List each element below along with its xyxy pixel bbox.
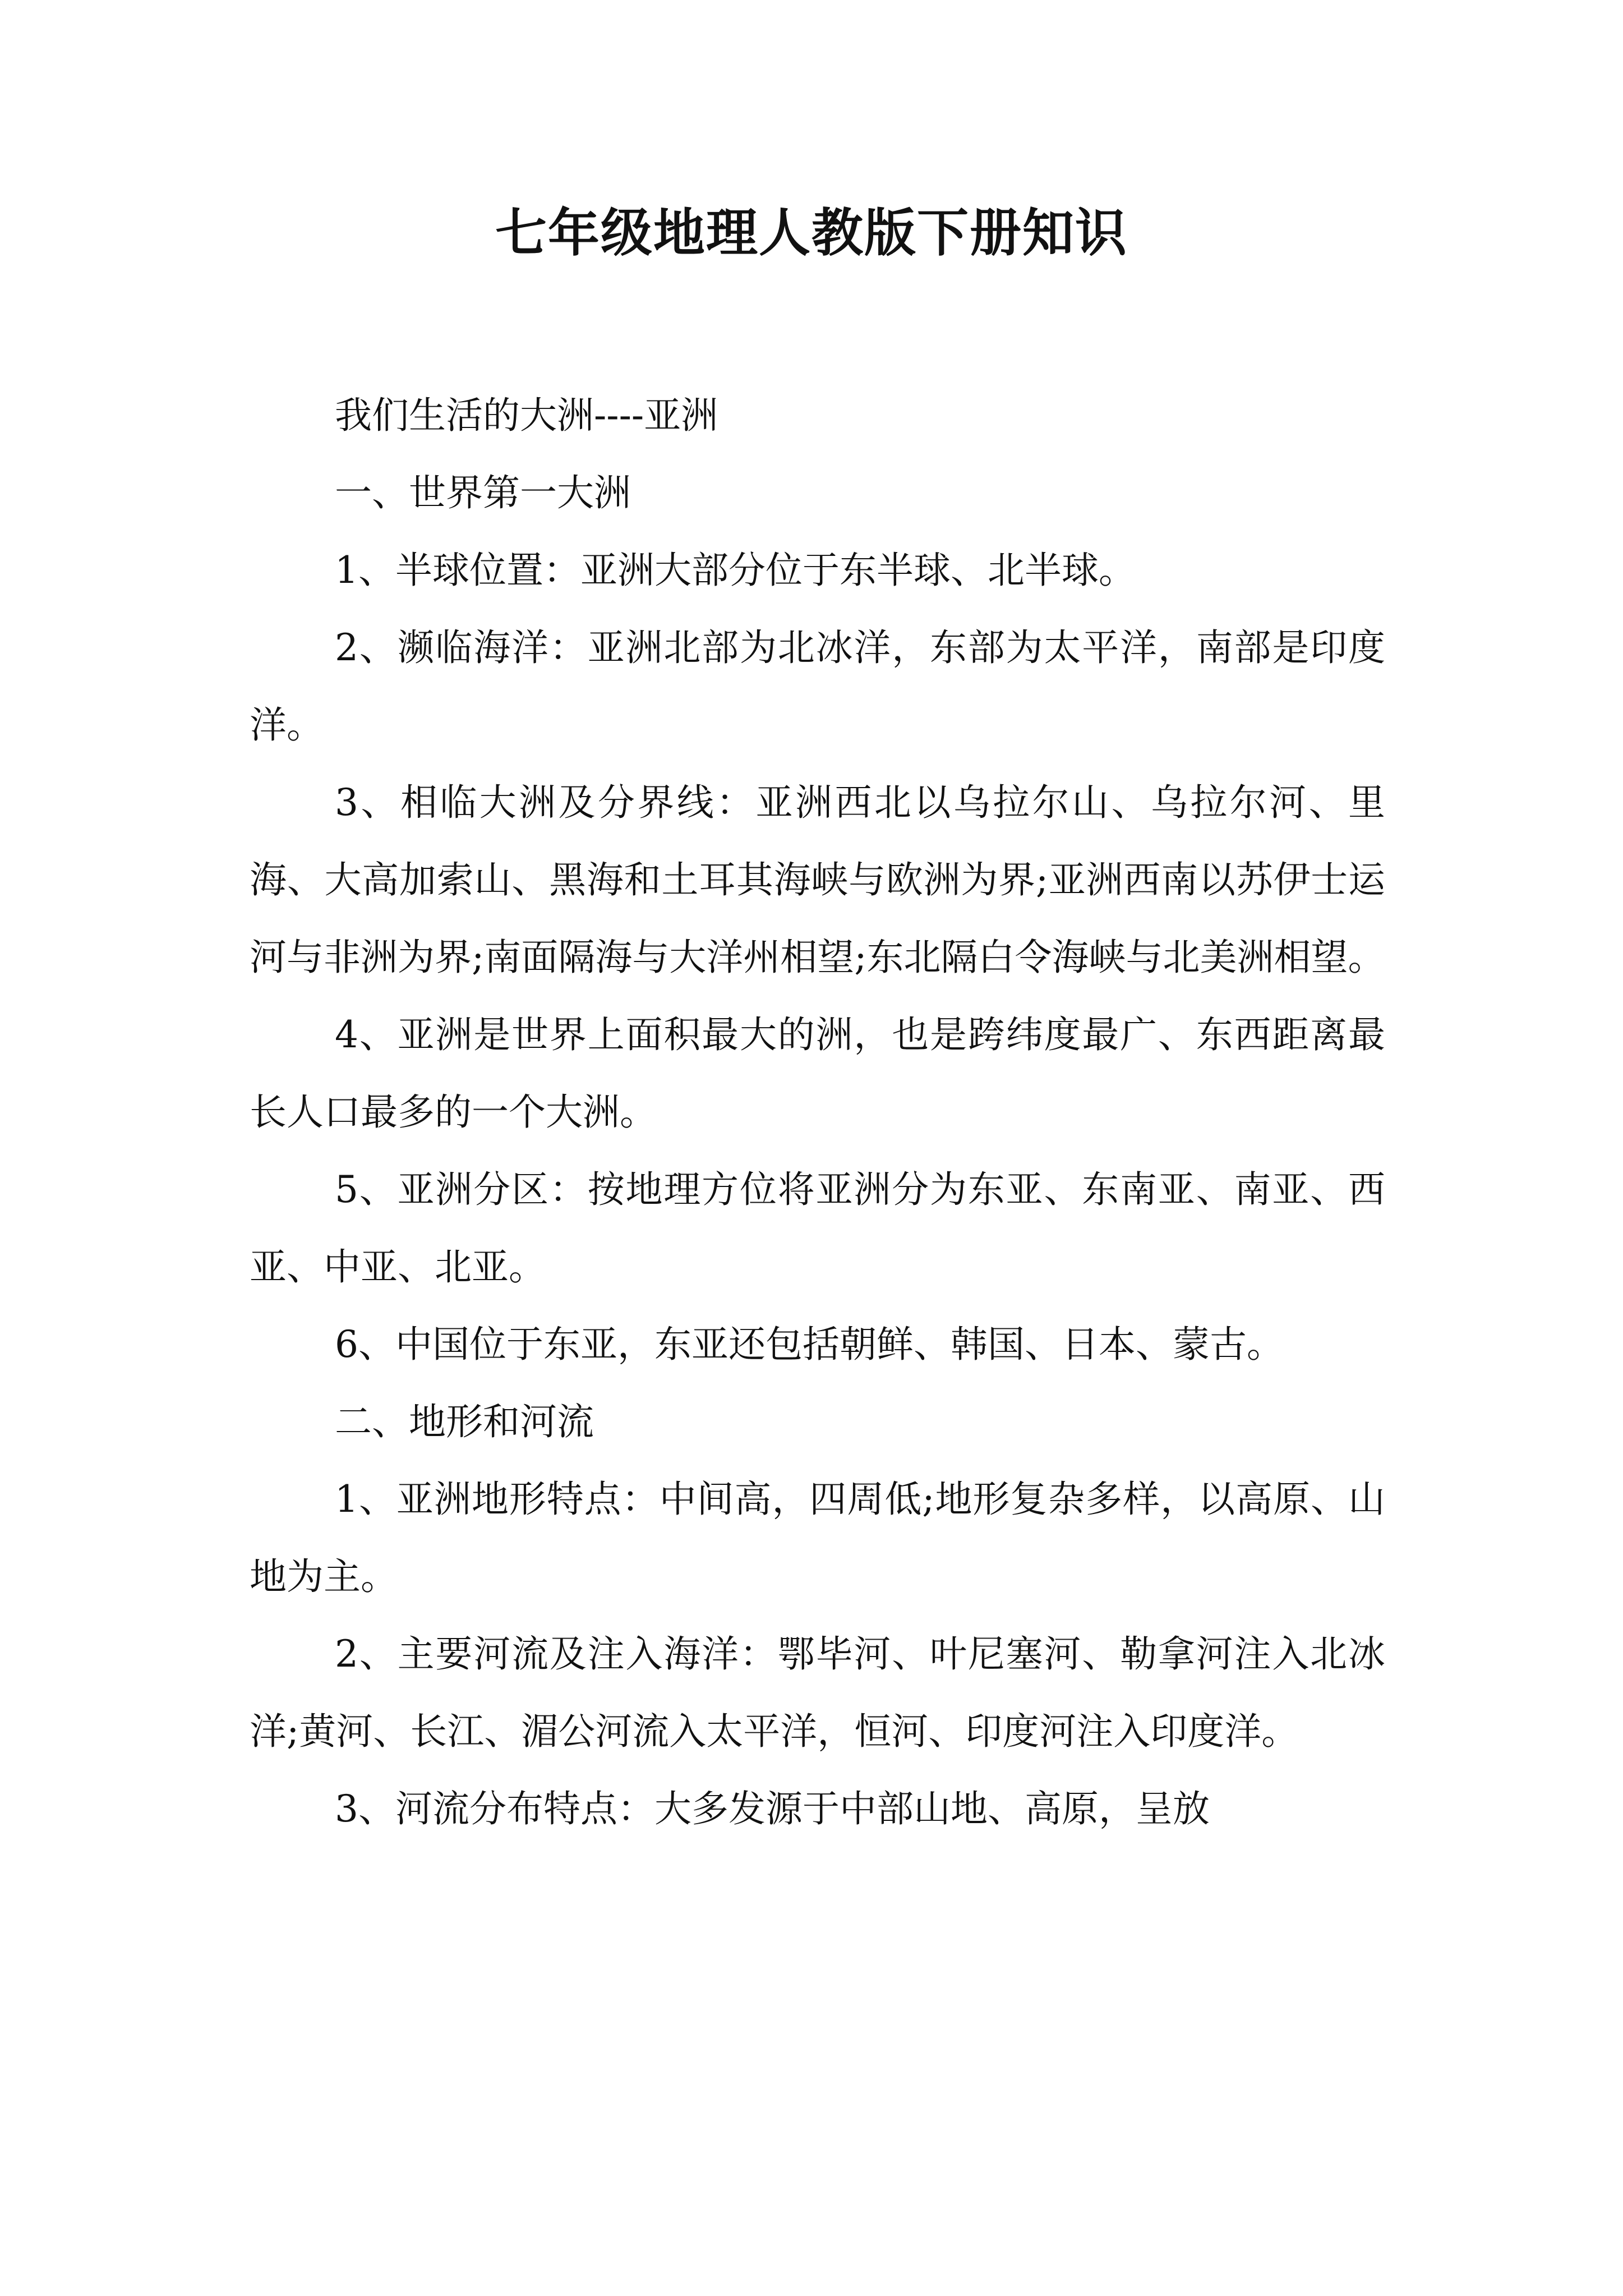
paragraph: 我们生活的大洲----亚洲 bbox=[335, 394, 718, 437]
document-title: 七年级地理人教版下册知识 bbox=[495, 203, 1128, 263]
paragraph: 3、相临大洲及分界线：亚洲西北以乌拉尔山、乌拉尔河、里海、大高加索山、黑海和土耳其海峡与欧洲为界;亚洲西南以苏伊士运河与非洲为界;南面隔海与大洋州相望;东北隔白令海峡与北美洲相望。 bbox=[250, 781, 1385, 979]
section-heading: 一、世界第一大洲 bbox=[335, 471, 631, 514]
document-body bbox=[250, 377, 1385, 1848]
section-heading: 二、地形和河流 bbox=[335, 1400, 594, 1443]
paragraph: 3、河流分布特点：大多发源于中部山地、高原，呈放 bbox=[335, 1787, 1210, 1830]
paragraph: 5、亚洲分区：按地理方位将亚洲分为东亚、东南亚、南亚、西亚、中亚、北亚。 bbox=[250, 1168, 1385, 1289]
paragraph: 4、亚洲是世界上面积最大的洲，也是跨纬度最广、东西距离最长人口最多的一个大洲。 bbox=[250, 1013, 1385, 1134]
paragraph: 6、中国位于东亚，东亚还包括朝鲜、韩国、日本、蒙古。 bbox=[335, 1323, 1284, 1366]
paragraph: 1、半球位置：亚洲大部分位于东半球、北半球。 bbox=[335, 549, 1136, 592]
paragraph: 2、濒临海洋：亚洲北部为北冰洋，东部为太平洋，南部是印度洋。 bbox=[250, 626, 1385, 747]
paragraph: 2、主要河流及注入海洋：鄂毕河、叶尼塞河、勒拿河注入北冰洋;黄河、长江、湄公河流入太平洋，恒河、印度河注入印度洋。 bbox=[250, 1632, 1385, 1753]
paragraph: 1、亚洲地形特点：中间高，四周低;地形复杂多样，以高原、山地为主。 bbox=[250, 1478, 1385, 1598]
